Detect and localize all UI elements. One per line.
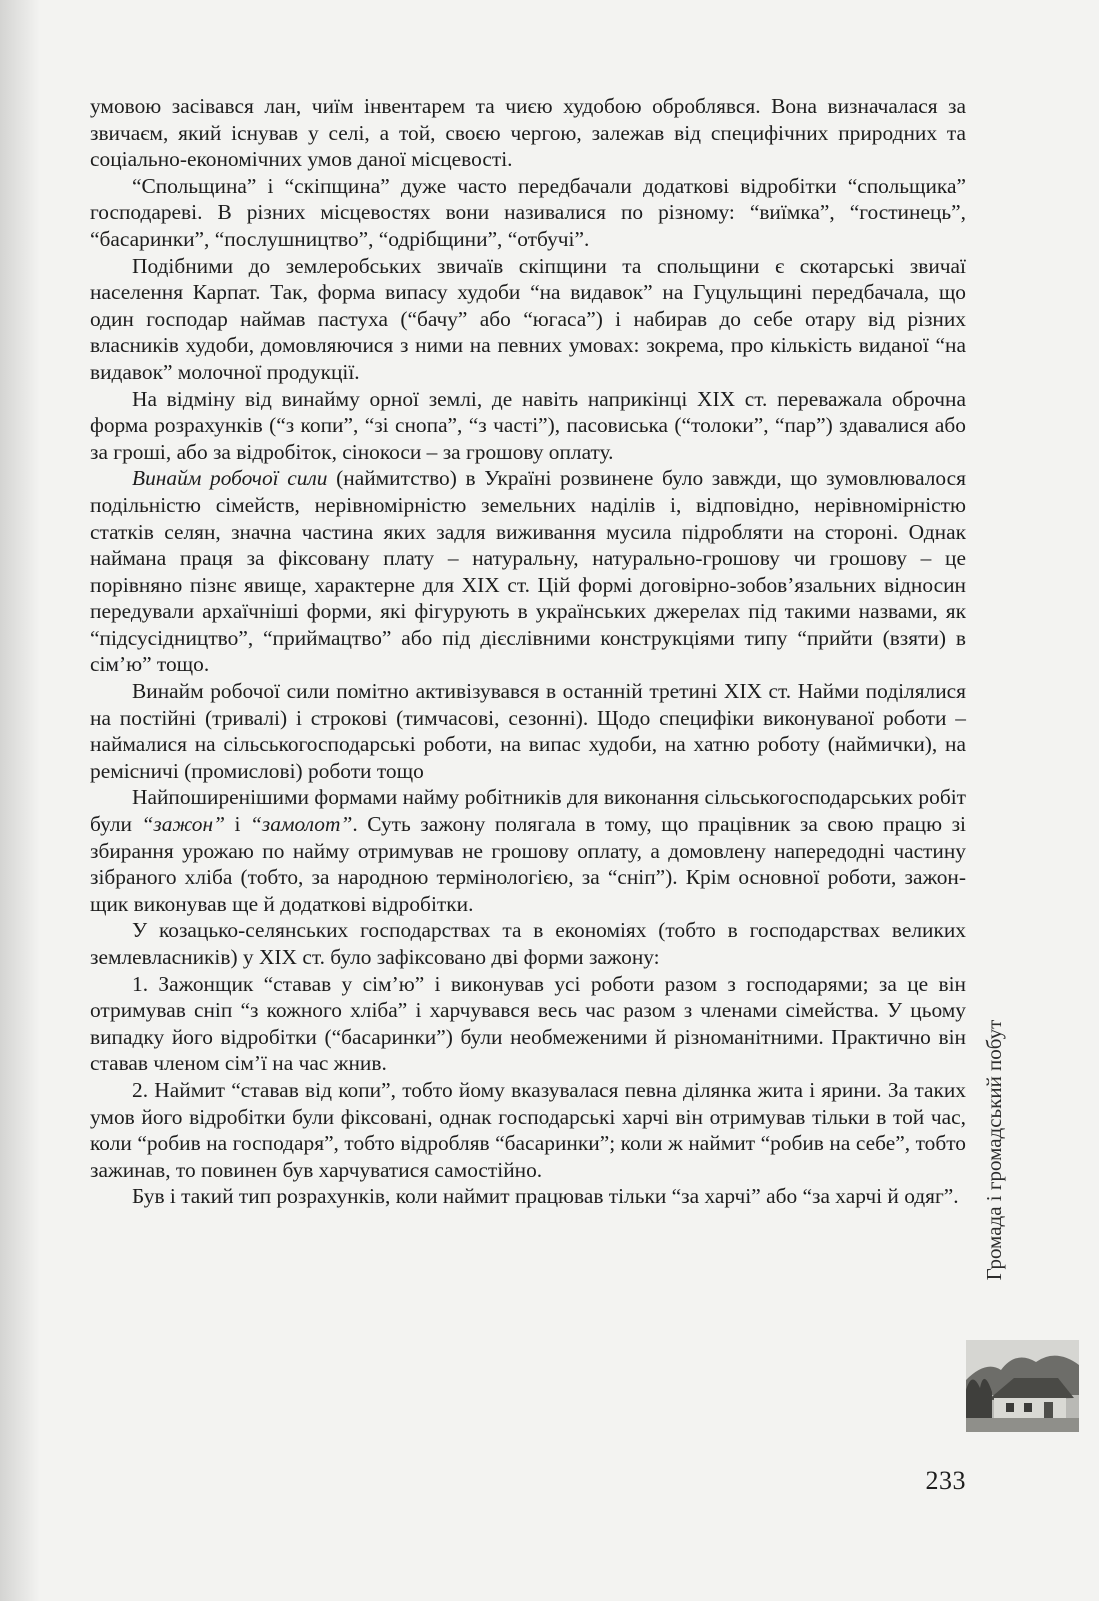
- paragraph: [90, 253, 966, 386]
- italic-term: “замолот”: [249, 812, 353, 837]
- section-tab: [970, 950, 1014, 1350]
- village-house-illustration: [966, 1340, 1079, 1432]
- paragraph: [90, 93, 966, 173]
- section-title: Громада і громадський побут: [982, 1019, 1006, 1281]
- paragraph: [90, 386, 966, 466]
- text-run: Найпоширенішими формами найму робітників для виконання сільськогосподарських робіт були: [90, 785, 966, 837]
- text-run: 2. Наймит “ставав від копи”, тобто йому вказувалася певна ділянка жита і ярини. За таких умов його відробітки були фіксовані, однак господарські харчі він отримував тільки в той час, коли “робив на господаря”, тобто відробляв “басаринки”; коли ж наймит “робив на себе”, тобто зажинав, то повинен був харчуватися самостійно.: [90, 1077, 966, 1182]
- text-run: У козацько-селянських господарствах та в економіях (тобто в господарствах великих землевласників) у XIX ст. було зафіксовано дві форми зажону:: [90, 918, 966, 969]
- paragraph: [90, 465, 966, 678]
- page-number: 233: [925, 1466, 966, 1495]
- text-run: (наймитство) в Україні розвинене було завжди, що зумовлювалося подільністю сімейств, нерівномірністю земельних наділів і, відповідно, нерівномірністю статків селян, значна частина яких задля виживання мусила підробляти на стороні. Однак наймана праця за фіксовану плату – натуральну, натурально-грошову чи грошову – це порівняно пізнє явище, характерне для XIX ст. Цій формі договірно-зобов’язальних відносин передували архаїчніші форми, які фігурують в українських джерелах під такими назвами, як “підсусідництво”, “приймацтво” або під дієслівними конструкціями типу “прийти (взяти) в сім’ю” тощо.: [90, 466, 966, 677]
- paragraph: [90, 173, 966, 253]
- text-run: 1. Зажонщик “ставав у сім’ю” і виконував усі роботи разом з господарями; за це він отримував сніп “з кожного хліба” і харчувався весь час разом з членами сімейства. У цьому випадку його відробітки (“басаринки”) були необмеженими й різноманітними. Практично він ставав членом сім’ї на час жнив.: [90, 971, 966, 1076]
- paragraph: [90, 1077, 966, 1183]
- text-run: і: [224, 812, 250, 837]
- paragraph: [90, 917, 966, 970]
- italic-term: Винайм робочої сили: [132, 466, 328, 491]
- italic-term: “зажон”: [141, 812, 225, 837]
- text-run: На відміну від винайму орної землі, де навіть наприкінці XIX ст. переважала оброчна форма розрахунків (“з копи”, “зі снопа”, “з часті”), пасовиська (“толоки”, “пар”) здавалися або за гроші, або за відробіток, сінокоси – за грошову оплату.: [90, 386, 966, 464]
- body-text: [90, 93, 966, 1210]
- text-run: Був і такий тип розрахунків, коли наймит працював тільки “за харчі” або “за харчі й одяг”.: [132, 1184, 959, 1209]
- text-run: Винайм робочої сили помітно активізувався в останній третині XIX ст. Найми поділялися на постійні (тривалі) і строкові (тимчасові, сезонні). Щодо специфіки виконуваної роботи – наймалися на сільськогосподарські роботи, на випас худоби, на хатню роботу (наймички), на ремісничі (промислові) роботи тощо: [90, 679, 966, 783]
- text-run: умовою засівався лан, чиїм інвентарем та чиєю худобою оброблявся. Вона визначалася за звичаєм, який існував у селі, а той, своєю чергою, залежав від специфічних природних та соціально-економічних умов даної місцевості.: [90, 94, 966, 172]
- text-run: “Спольщина” і “скіпщина” дуже часто передбачали додаткові відробітки “спольщика” господареві. В різних місцевостях вони називалися по різному: “виїмка”, “гостинець”, “басаринки”, “послушництво”, “одрібщини”, “отбучі”.: [90, 173, 966, 251]
- paragraph: [90, 971, 966, 1077]
- text-run: . Суть зажону полягала в тому, що працівник за свою працю зі збирання урожаю по найму отримував не грошову оплату, а домовлену напередодні частину зібраного хліба (тобто, за народною термінологією, за “сніп”). Крім основної роботи, зажонщик виконував ще й додаткові відробітки.: [90, 812, 966, 916]
- text-run: Подібними до землеробських звичаїв скіпщини та спольщини є скотарські звичаї населення Карпат. Так, форма випасу худоби “на видавок” на Гуцульщині передбачала, що один господар наймав пастуха (“бачу” або “югаса”) і набирав до себе отару від різних власників худоби, домовляючися з ними на певних умовах: зокрема, про кількість виданої “на видавок” молочної продукції.: [90, 253, 966, 384]
- paragraph: [90, 784, 966, 917]
- paragraph: [90, 678, 966, 784]
- paragraph: [90, 1183, 966, 1210]
- page-gutter-shadow: [0, 0, 40, 1601]
